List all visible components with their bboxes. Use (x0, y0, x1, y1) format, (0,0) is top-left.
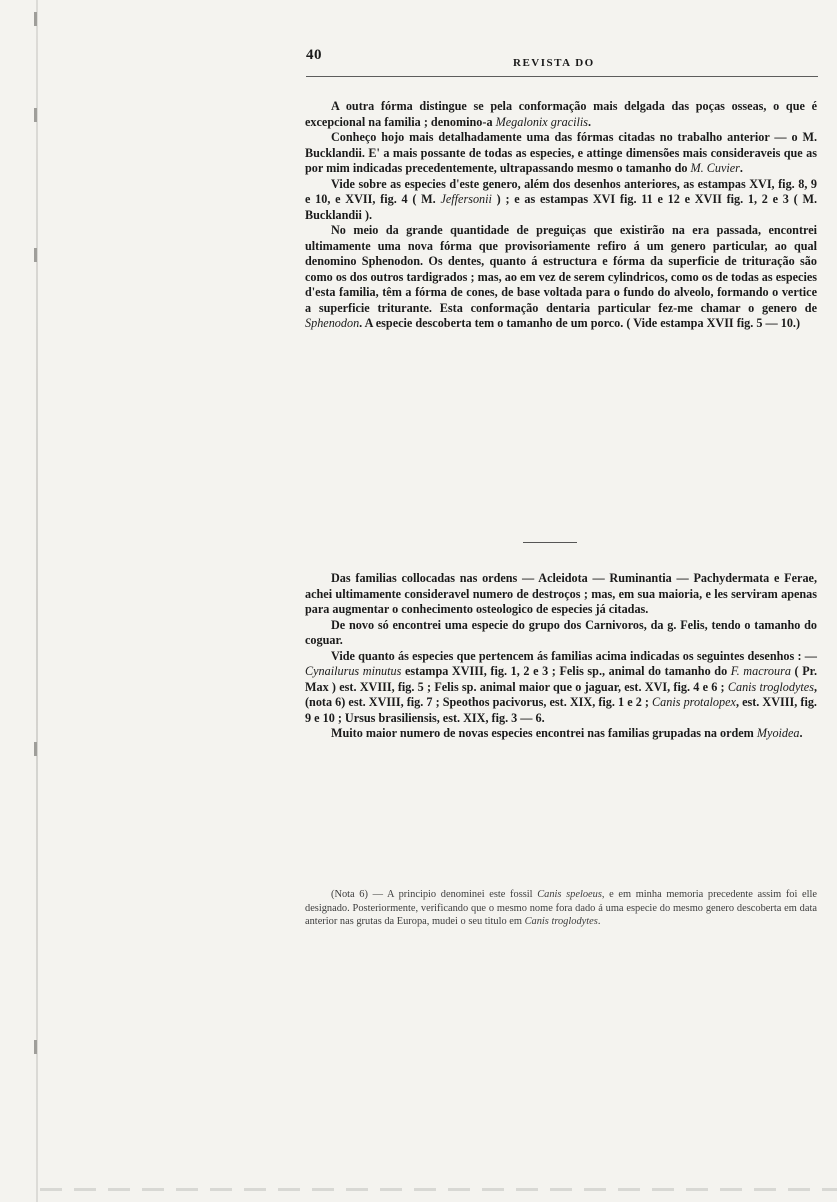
section-divider (523, 542, 577, 543)
gutter-mark (34, 248, 37, 262)
italic-species-name: Canis troglodytes (524, 916, 598, 928)
gutter-mark (34, 108, 37, 122)
italic-genus-name: Sphenodon (305, 316, 360, 330)
page-bottom-edge (40, 1188, 837, 1191)
paragraph: Vide sobre as especies d'este genero, além dos desenhos anteriores, as estampas XVI, fig. 8, 9 e 10, e XVII, fig. 4 ( M. Jeffersonii ) ; e as estampas XVI fig. 11 e 12 e XVII fig. 1, 2 e 3 ( M. Bucklandii ). (305, 176, 817, 222)
italic-species-name: Canis protalopex (652, 695, 736, 709)
main-text-section-1 (305, 99, 817, 332)
gutter-mark (34, 1040, 37, 1054)
footnote (305, 888, 817, 929)
paragraph: Conheço hojo mais detalhadamente uma das fórmas citadas no trabalho anterior — o M. Bucklandii. E' a mais possante de todas as especies, e attinge dimensões mais consideraveis que as por mim indicadas precedentemente, ultrapassando mesmo o tamanho do M. Cuvier. (305, 130, 817, 175)
binding-gutter (36, 0, 38, 1202)
italic-species-name: Canis troglodytes (727, 679, 814, 694)
gutter-mark (34, 12, 37, 26)
italic-species-name: M. Cuvier (690, 161, 740, 175)
page-number: 40 (306, 47, 322, 63)
paragraph: Vide quanto ás especies que pertencem ás familias acima indicadas os seguintes desenhos : — Cynailurus minutus estampa XVIII, fig. 1, 2 e 3 ; Felis sp., animal do tamanho do F. macroura ( Pr. Max ) est. XVIII, fig. 5 ; Felis sp. animal maior que o jaguar, est. XVI, fig. 4 e 6 ; Canis troglodytes, (nota 6) est. XVIII, fig. 7 ; Speothos pacivorus, est. XIX, fig. 1 e 2 ; Canis protalopex, est. XVIII, fig. 9 e 10 ; Ursus brasiliensis, est. XIX, fig. 3 — 6. (305, 648, 817, 725)
italic-species-name: Cynailurus minutus (305, 664, 402, 678)
italic-species-name: Jeffersonii (440, 192, 492, 206)
paragraph: De novo só encontrei uma especie do grupo dos Carnivoros, da g. Felis, tendo o tamanho do coguar. (305, 617, 817, 647)
paragraph: Muito maior numero de novas especies encontrei nas familias grupadas na ordem Myoidea. (331, 726, 803, 740)
main-text-section-2 (305, 571, 817, 742)
italic-species-name: F. macroura (730, 664, 791, 678)
header-rule (306, 76, 818, 77)
italic-species-name: Megalonix gracilis (495, 114, 588, 129)
paragraph: Das familias collocadas nas ordens — Acleidota — Ruminantia — Pachydermata e Ferae, achei ultimamente consideravel numero de destroços ; mas, em sua maioria, e les serviram apenas para augmentar o conhecimento osteologico de especies já citadas. (305, 571, 817, 616)
paragraph: No meio da grande quantidade de preguiças que existirão na era passada, encontrei ultimamente uma nova fórma que provisoriamente refiro á um genero particular, ao qual denomino Sphenodon. Os dentes, quanto á estructura e fórma da superficie de trituração são como os dos outros tardigrados ; mas, ao em vez de serem cylindricos, como os de todas as especies d'esta familia, têm a fórma de cones, de base voltada para o fundo do alveolo, formando o vertice a superficie triturante. Esta conformação dentaria particular fez-me chamar o genero de Sphenodon. A especie descoberta tem o tamanho de um porco. ( Vide estampa XVII fig. 5 — 10.) (305, 223, 817, 330)
paragraph: A outra fórma distingue se pela conformação mais delgada das poças osseas, o que é excepcional na familia ; denomino-a Megalonix gracilis. (305, 99, 817, 129)
italic-order-name: Myoidea (756, 726, 800, 740)
gutter-mark (34, 742, 37, 756)
running-title: REVISTA DO (513, 57, 595, 69)
italic-species-name: Canis speloeus (537, 889, 602, 900)
footnote-text: (Nota 6) — A principio denominei este fossil Canis speloeus, e em minha memoria precedente assim foi elle designado. Posteriormente, verificando que o mesmo nome fora dado á uma especie do mesmo genero descoberta em data anterior nas grutas da Europa, mudei o seu titulo em Canis troglodytes. (305, 889, 817, 928)
